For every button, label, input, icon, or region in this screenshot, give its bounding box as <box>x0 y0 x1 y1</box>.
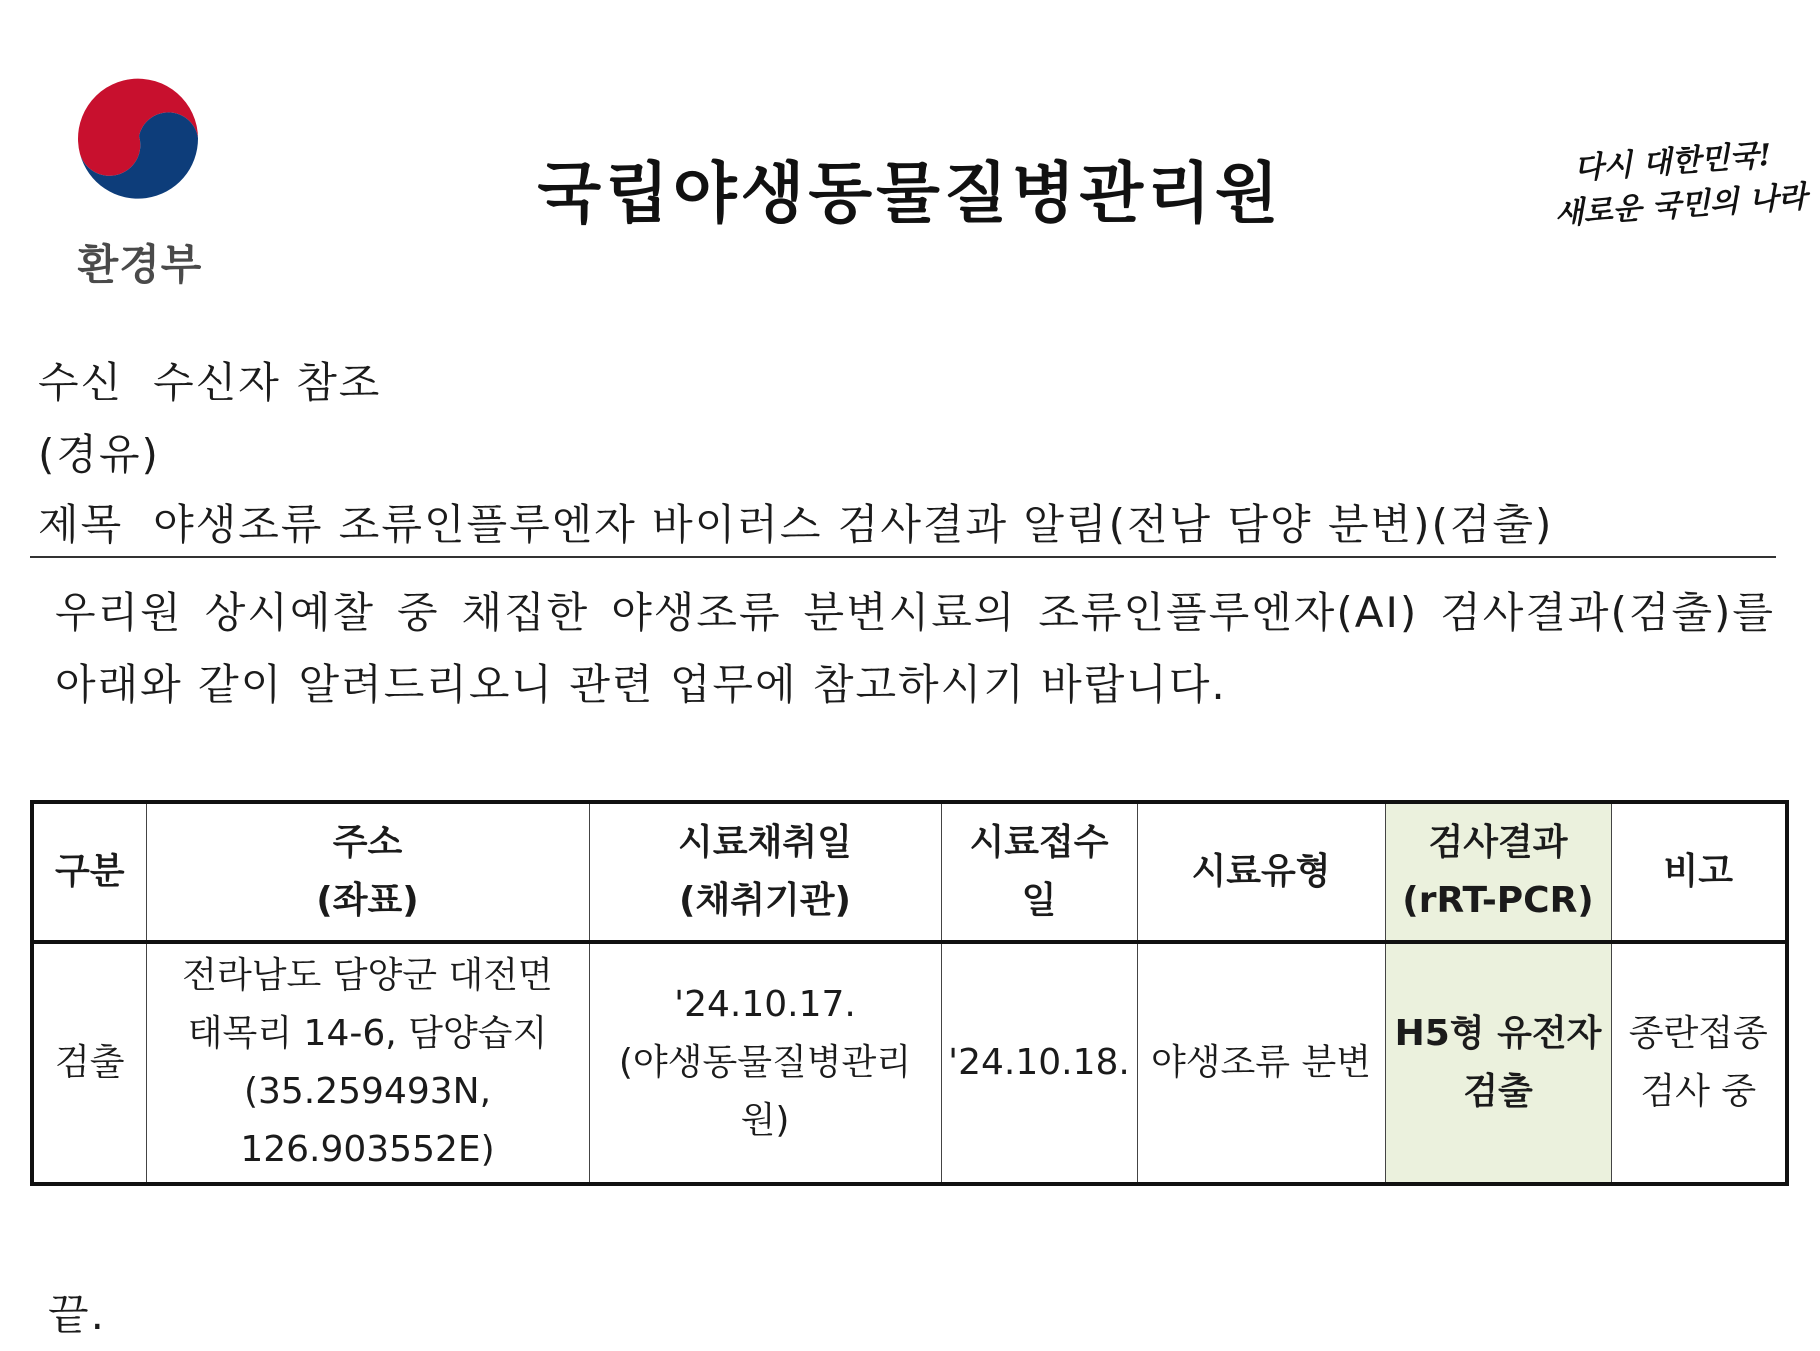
via-row <box>38 422 160 482</box>
header-address: 주소 (좌표) <box>146 802 589 942</box>
cell-type: 검출 <box>32 942 146 1184</box>
ministry-name: 환경부 <box>77 240 203 289</box>
subject-value: 야생조류 조류인플루엔자 바이러스 검사결과 알림(전남 담양 분변)(검출) <box>153 500 1554 549</box>
slogan-calligraphy-image <box>1553 135 1809 235</box>
recipient-row <box>38 350 381 410</box>
subject-row <box>38 492 1553 552</box>
cell-note: 종란접종 검사 중 <box>1611 942 1787 1184</box>
cell-sample-type: 야생조류 분변 <box>1137 942 1385 1184</box>
end-mark: 끝. <box>48 1290 106 1339</box>
header-type: 구분 <box>32 802 146 942</box>
organization-title: 국립야생동물질병관리원 <box>537 155 1283 232</box>
table-header-row <box>32 802 1787 942</box>
ministry-logo-icon <box>64 76 214 206</box>
recipient-value: 수신자 참조 <box>153 358 382 407</box>
svg-text:새로운 국민의 나라: 새로운 국민의 나라 <box>1553 179 1809 232</box>
svg-text:다시 대한민국!: 다시 대한민국! <box>1573 137 1773 187</box>
header-sample-type: 시료유형 <box>1137 802 1385 942</box>
cell-collect-date: '24.10.17. (야생동물질병관리원) <box>589 942 941 1184</box>
table-row <box>32 942 1787 1184</box>
recipient-label: 수신 <box>38 358 124 407</box>
subject-label: 제목 <box>38 500 124 549</box>
header-collect-date: 시료채취일 (채취기관) <box>589 802 941 942</box>
header-test-result: 검사결과 (rRT-PCR) <box>1385 802 1611 942</box>
cell-address: 전라남도 담양군 대전면 태목리 14-6, 담양습지 (35.259493N, 126.903552E) <box>146 942 589 1184</box>
body-text-line-2: 아래와 같이 알려드리오니 관련 업무에 참고하시기 바랍니다. <box>55 660 1227 709</box>
body-text-line-1: 우리원 상시예찰 중 채집한 야생조류 분변시료의 조류인플루엔자(AI) 검사결과(검출)를 <box>55 588 1775 637</box>
header-receipt-date: 시료접수 일 <box>941 802 1137 942</box>
subject-divider <box>30 556 1776 558</box>
via-label: (경유) <box>38 430 160 479</box>
result-table <box>30 800 1789 1186</box>
cell-test-result: H5형 유전자 검출 <box>1385 942 1611 1184</box>
header-note: 비고 <box>1611 802 1787 942</box>
cell-receipt-date: '24.10.18. <box>941 942 1137 1184</box>
